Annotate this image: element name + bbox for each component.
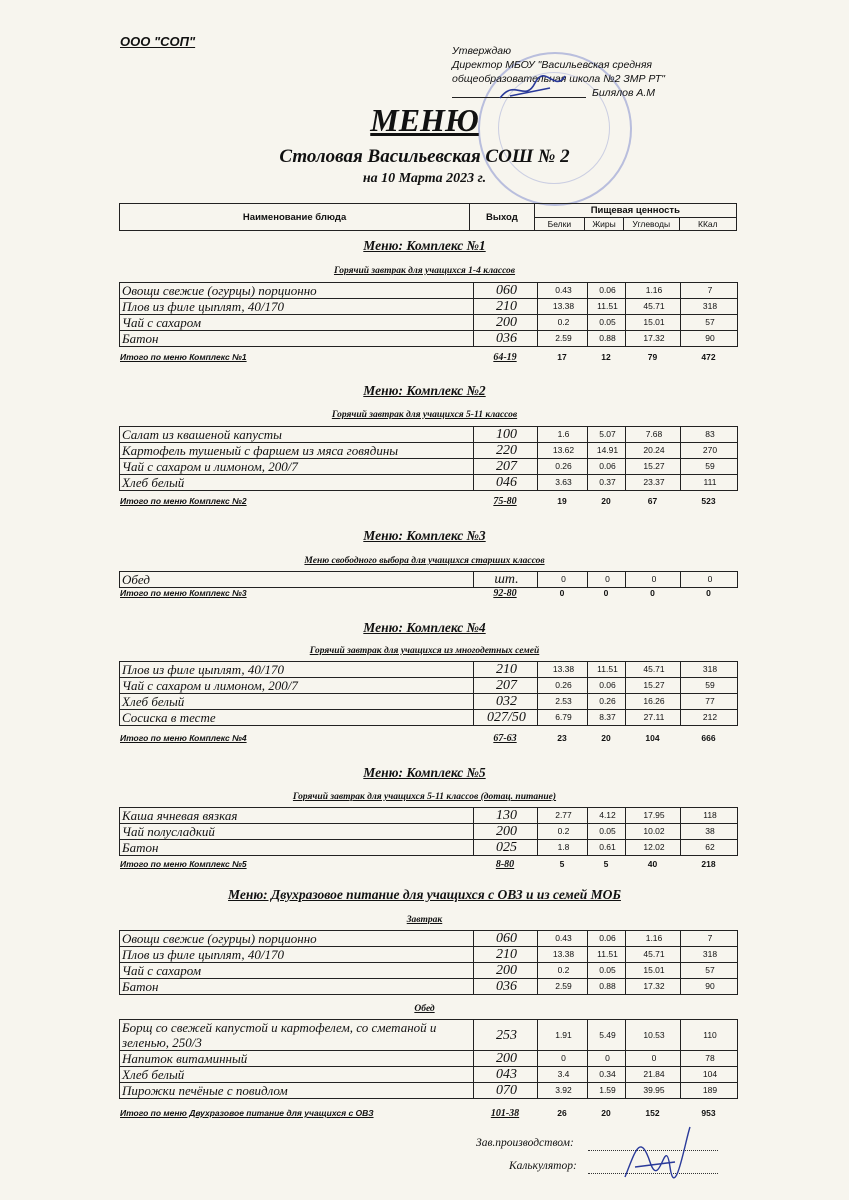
- total-output: 101-38: [490, 1108, 520, 1119]
- total-carbs: 67: [647, 496, 658, 506]
- menu-date: на 10 Марта 2023 г.: [362, 171, 487, 186]
- canteen-name: Столовая Васильевская СОШ № 2: [279, 146, 570, 167]
- fat-value: 0.88: [588, 979, 626, 995]
- kcal-value: 90: [681, 979, 738, 995]
- dish-table: [119, 1019, 738, 1099]
- protein-value: 1.6: [538, 427, 588, 443]
- dish-output: 100: [474, 427, 538, 443]
- protein-value: 3.92: [538, 1083, 588, 1099]
- total-fat: 20: [601, 733, 611, 743]
- dish-table: [119, 930, 738, 995]
- dish-output: 207: [474, 459, 538, 475]
- carbs-value: 1.16: [626, 931, 681, 947]
- protein-value: 1.8: [538, 840, 588, 856]
- dish-output: 210: [474, 662, 538, 678]
- total-protein: 17: [557, 352, 567, 362]
- section-title: Меню: Комплекс №5: [363, 765, 486, 780]
- total-fat: 12: [601, 352, 611, 362]
- kcal-value: 7: [681, 931, 738, 947]
- total-row: [119, 496, 737, 508]
- protein-value: 13.38: [538, 299, 588, 315]
- total-kcal: 0: [706, 588, 711, 598]
- fat-value: 0.26: [588, 694, 626, 710]
- total-protein: 26: [557, 1108, 567, 1118]
- dish-output: 060: [474, 931, 538, 947]
- carbs-value: 16.26: [626, 694, 681, 710]
- carbs-value: 23.37: [626, 475, 681, 491]
- kcal-value: 270: [681, 443, 738, 459]
- table-row: [120, 572, 738, 588]
- dish-name: Чай с сахаром и лимоном, 200/7: [120, 678, 474, 694]
- kcal-value: 38: [681, 824, 738, 840]
- carbs-value: 7.68: [626, 427, 681, 443]
- protein-value: 2.53: [538, 694, 588, 710]
- kcal-value: 118: [681, 808, 738, 824]
- section-title: Меню: Комплекс №2: [363, 383, 486, 398]
- carbs-value: 1.16: [626, 283, 681, 299]
- dish-output: 046: [474, 475, 538, 491]
- dish-table: [119, 661, 738, 726]
- dish-output: 210: [474, 947, 538, 963]
- kcal-value: 59: [681, 678, 738, 694]
- table-row: [120, 1051, 738, 1067]
- table-row: [120, 662, 738, 678]
- dish-name: Обед: [120, 572, 474, 588]
- col-kcal: ККал: [679, 218, 736, 231]
- table-row: [120, 299, 738, 315]
- dish-name: Батон: [120, 979, 474, 995]
- total-fat: 20: [601, 496, 611, 506]
- fat-value: 5.07: [588, 427, 626, 443]
- carbs-value: 0: [626, 572, 681, 588]
- protein-value: 0.26: [538, 459, 588, 475]
- dish-output: шт.: [474, 572, 538, 588]
- table-row: [120, 979, 738, 995]
- total-label: Итого по меню Комплекс №4: [120, 733, 247, 743]
- dish-output: 025: [474, 840, 538, 856]
- carbs-value: 27.11: [626, 710, 681, 726]
- kcal-value: 57: [681, 315, 738, 331]
- dish-output: 027/50: [474, 710, 538, 726]
- dish-output: 220: [474, 443, 538, 459]
- total-protein: 23: [557, 733, 567, 743]
- dish-name: Салат из квашеной капусты: [120, 427, 474, 443]
- table-row: [120, 459, 738, 475]
- kcal-value: 83: [681, 427, 738, 443]
- dish-name: Хлеб белый: [120, 1067, 474, 1083]
- fat-value: 0.06: [588, 283, 626, 299]
- section-subtitle: Горячий завтрак для учащихся 1-4 классов: [333, 266, 516, 276]
- dish-name: Хлеб белый: [120, 694, 474, 710]
- dish-name: Овощи свежие (огурцы) порционно: [120, 283, 474, 299]
- approval-line: общеобразовательная школа №2 ЗМР РТ": [452, 73, 665, 85]
- total-output: 75-80: [493, 496, 517, 507]
- protein-value: 13.38: [538, 662, 588, 678]
- page-title: МЕНЮ: [370, 102, 479, 138]
- kcal-value: 57: [681, 963, 738, 979]
- total-kcal: 953: [701, 1108, 716, 1118]
- protein-value: 13.62: [538, 443, 588, 459]
- fat-value: 0.06: [588, 931, 626, 947]
- dish-output: 200: [474, 963, 538, 979]
- protein-value: 13.38: [538, 947, 588, 963]
- dish-name: Чай с сахаром: [120, 315, 474, 331]
- table-row: [120, 443, 738, 459]
- table-row: [120, 710, 738, 726]
- section-title: Меню: Двухразовое питание для учащихся с ОВЗ и из семей МОБ: [228, 887, 621, 902]
- dish-output: 200: [474, 824, 538, 840]
- fat-value: 0.05: [588, 315, 626, 331]
- calculator-label: Калькулятор:: [509, 1160, 577, 1172]
- total-kcal: 666: [701, 733, 716, 743]
- col-carbs: Углеводы: [623, 218, 679, 231]
- total-fat: 20: [601, 1108, 611, 1118]
- kcal-value: 110: [681, 1020, 738, 1051]
- director-name: Билялов А.М: [592, 87, 656, 99]
- organization-name: ООО "СОП": [120, 34, 196, 49]
- dish-output: 200: [474, 315, 538, 331]
- protein-value: 0.43: [538, 283, 588, 299]
- section-title: Меню: Комплекс №4: [363, 620, 486, 635]
- fat-value: 1.59: [588, 1083, 626, 1099]
- fat-value: 0.05: [588, 824, 626, 840]
- col-output: Выход: [470, 204, 534, 231]
- section-title: Меню: Комплекс №1: [363, 238, 486, 253]
- dish-output: 036: [474, 979, 538, 995]
- fat-value: 4.12: [588, 808, 626, 824]
- carbs-value: 39.95: [626, 1083, 681, 1099]
- total-output: 92-80: [493, 588, 517, 599]
- total-output: 8-80: [495, 859, 515, 870]
- total-row: [119, 859, 737, 871]
- fat-value: 0.06: [588, 459, 626, 475]
- kcal-value: 104: [681, 1067, 738, 1083]
- dish-name: Батон: [120, 840, 474, 856]
- kcal-value: 0: [681, 572, 738, 588]
- total-row: [119, 1108, 737, 1120]
- kcal-value: 62: [681, 840, 738, 856]
- fat-value: 5.49: [588, 1020, 626, 1051]
- dish-output: 043: [474, 1067, 538, 1083]
- fat-value: 11.51: [588, 299, 626, 315]
- total-kcal: 472: [701, 352, 716, 362]
- table-row: [120, 694, 738, 710]
- fat-value: 0.88: [588, 331, 626, 347]
- total-kcal: 218: [701, 859, 716, 869]
- protein-value: 2.59: [538, 331, 588, 347]
- carbs-value: 45.71: [626, 947, 681, 963]
- fat-value: 11.51: [588, 662, 626, 678]
- dish-name: Чай с сахаром: [120, 963, 474, 979]
- fat-value: 0: [588, 1051, 626, 1067]
- table-row: [120, 1083, 738, 1099]
- table-row: [120, 283, 738, 299]
- kcal-value: 78: [681, 1051, 738, 1067]
- approval-line: Директор МБОУ "Васильевская средняя: [452, 59, 653, 71]
- kcal-value: 318: [681, 947, 738, 963]
- total-fat: 0: [603, 588, 609, 598]
- table-row: [120, 315, 738, 331]
- total-output: 67-63: [493, 733, 517, 744]
- total-label: Итого по меню Комплекс №1: [120, 352, 247, 362]
- dish-table: [119, 426, 738, 491]
- table-row: [120, 947, 738, 963]
- kcal-value: 318: [681, 662, 738, 678]
- total-carbs: 0: [650, 588, 655, 598]
- fat-value: 0.34: [588, 1067, 626, 1083]
- carbs-value: 17.32: [626, 331, 681, 347]
- dish-output: 070: [474, 1083, 538, 1099]
- carbs-value: 15.01: [626, 963, 681, 979]
- dish-output: 207: [474, 678, 538, 694]
- dish-name: Сосиска в тесте: [120, 710, 474, 726]
- total-row: [119, 733, 737, 745]
- section-subtitle: Горячий завтрак для учащихся 5-11 классов: [331, 410, 518, 420]
- kcal-value: 59: [681, 459, 738, 475]
- fat-value: 0.37: [588, 475, 626, 491]
- protein-value: 0: [538, 572, 588, 588]
- carbs-value: 15.27: [626, 678, 681, 694]
- kcal-value: 77: [681, 694, 738, 710]
- col-nutrition: Пищевая ценность: [534, 204, 736, 218]
- protein-value: 0.2: [538, 963, 588, 979]
- total-label: Итого по меню Комплекс №2: [120, 496, 247, 506]
- table-row: [120, 678, 738, 694]
- carbs-value: 12.02: [626, 840, 681, 856]
- col-protein: Белки: [534, 218, 585, 231]
- carbs-value: 0: [626, 1051, 681, 1067]
- dish-name: Каша ячневая вязкая: [120, 808, 474, 824]
- carbs-value: 45.71: [626, 662, 681, 678]
- table-row: [120, 1067, 738, 1083]
- total-kcal: 523: [701, 496, 716, 506]
- fat-value: 8.37: [588, 710, 626, 726]
- dish-output: 060: [474, 283, 538, 299]
- table-row: [120, 963, 738, 979]
- section-subtitle: Горячий завтрак для учащихся 5-11 классов (дотац. питание): [292, 792, 557, 802]
- carbs-value: 10.53: [626, 1020, 681, 1051]
- dish-name: Батон: [120, 331, 474, 347]
- dish-name: Борщ со свежей капустой и картофелем, со сметаной и зеленью, 250/3: [120, 1020, 474, 1051]
- fat-value: 0: [588, 572, 626, 588]
- carbs-value: 17.95: [626, 808, 681, 824]
- carbs-value: 10.02: [626, 824, 681, 840]
- table-row: [120, 824, 738, 840]
- table-row: [120, 331, 738, 347]
- dish-name: Плов из филе цыплят, 40/170: [120, 662, 474, 678]
- protein-value: 0: [538, 1051, 588, 1067]
- table-row: [120, 840, 738, 856]
- dish-name: Плов из филе цыплят, 40/170: [120, 947, 474, 963]
- protein-value: 3.4: [538, 1067, 588, 1083]
- total-carbs: 79: [647, 352, 658, 362]
- protein-value: 0.2: [538, 315, 588, 331]
- total-carbs: 152: [645, 1108, 660, 1118]
- section-subtitle: Горячий завтрак для учащихся из многодетных семей: [309, 646, 540, 656]
- total-label: Итого по меню Двухразовое питание для учащихся с ОВЗ: [120, 1108, 374, 1118]
- dish-name: Пирожки печёные с повидлом: [120, 1083, 474, 1099]
- total-output: 64-19: [493, 352, 517, 363]
- kcal-value: 189: [681, 1083, 738, 1099]
- table-row: [120, 475, 738, 491]
- total-label: Итого по меню Комплекс №3: [120, 588, 247, 598]
- fat-value: 0.05: [588, 963, 626, 979]
- total-row: [119, 588, 737, 600]
- kcal-value: 111: [681, 475, 738, 491]
- kcal-value: 318: [681, 299, 738, 315]
- section-title: Меню: Комплекс №3: [363, 528, 486, 543]
- protein-value: 0.43: [538, 931, 588, 947]
- approval-line: Утверждаю: [452, 45, 512, 57]
- total-fat: 5: [603, 859, 609, 869]
- carbs-value: 21.84: [626, 1067, 681, 1083]
- dish-output: 210: [474, 299, 538, 315]
- kcal-value: 90: [681, 331, 738, 347]
- production-label: Зав.производством:: [476, 1137, 574, 1149]
- dish-table: [119, 807, 738, 856]
- fat-value: 11.51: [588, 947, 626, 963]
- carbs-value: 45.71: [626, 299, 681, 315]
- dish-output: 036: [474, 331, 538, 347]
- dish-output: 130: [474, 808, 538, 824]
- total-row: [119, 352, 737, 364]
- dish-name: Плов из филе цыплят, 40/170: [120, 299, 474, 315]
- section-subtitle: Меню свободного выбора для учащихся старших классов: [304, 556, 545, 566]
- dish-table: [119, 571, 738, 588]
- protein-value: 6.79: [538, 710, 588, 726]
- dish-output: 032: [474, 694, 538, 710]
- total-protein: 5: [559, 859, 565, 869]
- protein-value: 2.59: [538, 979, 588, 995]
- dish-name: Картофель тушеный с фаршем из мяса говядины: [120, 443, 474, 459]
- fat-value: 0.61: [588, 840, 626, 856]
- table-row: [120, 808, 738, 824]
- table-row: [120, 427, 738, 443]
- dish-name: Чай полусладкий: [120, 824, 474, 840]
- column-header: [119, 203, 737, 231]
- protein-value: 3.63: [538, 475, 588, 491]
- carbs-value: 20.24: [626, 443, 681, 459]
- dish-output: 200: [474, 1051, 538, 1067]
- table-row: [120, 1020, 738, 1051]
- dish-name: Чай с сахаром и лимоном, 200/7: [120, 459, 474, 475]
- total-protein: 0: [559, 588, 565, 598]
- protein-value: 2.77: [538, 808, 588, 824]
- total-protein: 19: [557, 496, 567, 506]
- total-label: Итого по меню Комплекс №5: [120, 859, 247, 869]
- fat-value: 14.91: [588, 443, 626, 459]
- lunch-label: Обед: [414, 1004, 435, 1014]
- dish-name: Хлеб белый: [120, 475, 474, 491]
- carbs-value: 15.01: [626, 315, 681, 331]
- kcal-value: 7: [681, 283, 738, 299]
- table-row: [120, 931, 738, 947]
- signature-scribble: [615, 1122, 695, 1187]
- dish-output: 253: [474, 1020, 538, 1051]
- dish-name: Овощи свежие (огурцы) порционно: [120, 931, 474, 947]
- kcal-value: 212: [681, 710, 738, 726]
- protein-value: 0.26: [538, 678, 588, 694]
- protein-value: 1.91: [538, 1020, 588, 1051]
- carbs-value: 17.32: [626, 979, 681, 995]
- total-carbs: 104: [645, 733, 660, 743]
- col-dish-name: Наименование блюда: [120, 204, 470, 231]
- total-carbs: 40: [647, 859, 658, 869]
- dish-table: [119, 282, 738, 347]
- col-fat: Жиры: [585, 218, 624, 231]
- fat-value: 0.06: [588, 678, 626, 694]
- dish-name: Напиток витаминный: [120, 1051, 474, 1067]
- carbs-value: 15.27: [626, 459, 681, 475]
- breakfast-label: Завтрак: [406, 915, 443, 925]
- protein-value: 0.2: [538, 824, 588, 840]
